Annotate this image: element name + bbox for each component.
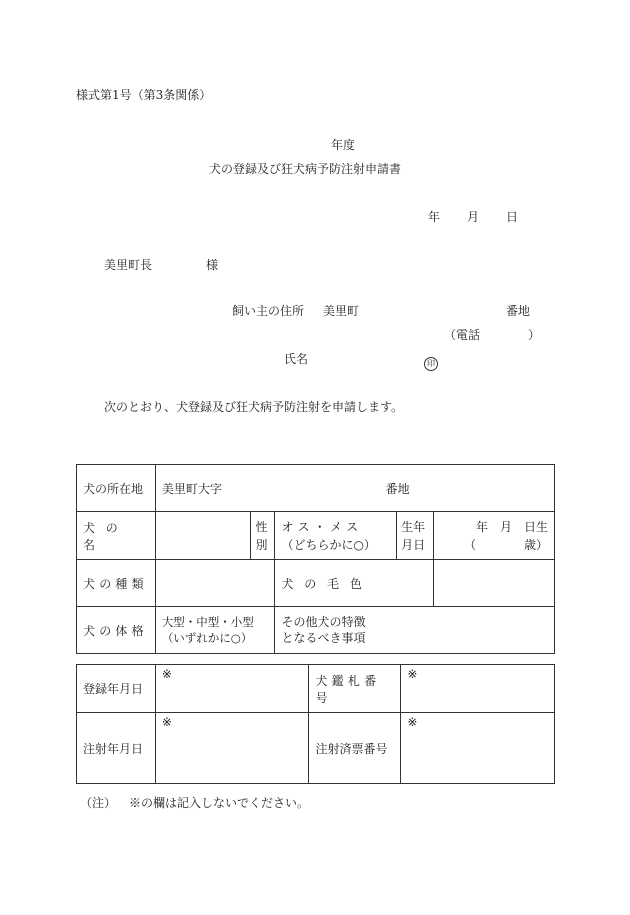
dog-location-banchi: 番地 xyxy=(385,481,410,496)
features-label-line2: となるべき事項 xyxy=(281,631,366,645)
certificate-number-field: ※ xyxy=(401,713,555,784)
seal-character: 印 xyxy=(424,357,438,371)
address-town: 美里町 xyxy=(323,304,360,318)
injection-date-field: ※ xyxy=(155,713,309,784)
form-number: 様式第1号（第3条関係） xyxy=(76,88,212,102)
tag-number-field: ※ xyxy=(401,665,555,713)
applicant-name-label: 氏名 xyxy=(284,352,309,366)
coat-label: 犬の毛色 xyxy=(275,560,434,607)
table-row xyxy=(77,607,555,654)
date-year-label: 年 xyxy=(428,210,441,224)
note-prefix: （注） xyxy=(80,796,117,810)
recipient-honorific: 様 xyxy=(206,258,219,272)
date-day-label: 日 xyxy=(506,210,519,224)
address-banchi: 番地 xyxy=(506,304,531,318)
size-note: （いずれかに○） xyxy=(161,631,253,645)
table-row xyxy=(77,465,555,512)
dog-location-field[interactable] xyxy=(155,465,554,512)
fiscal-year-label: 年度 xyxy=(331,138,356,152)
sex-label xyxy=(251,512,275,560)
sex-field[interactable] xyxy=(275,512,397,560)
certificate-number-label: 注射済票番号 xyxy=(309,713,401,784)
office-use-table xyxy=(76,664,555,784)
birth-label-line1: 生年 xyxy=(401,519,426,534)
birth-value: 年 月 日生 xyxy=(475,519,548,534)
birth-label xyxy=(397,512,434,560)
breed-label: 犬の種類 xyxy=(77,560,156,607)
address-label: 飼い主の住所 xyxy=(232,304,305,318)
sex-label-line1: 性 xyxy=(255,519,268,534)
phone-open: （電話 xyxy=(444,328,481,342)
sex-options: オス・メス xyxy=(281,519,363,534)
features-field[interactable] xyxy=(275,607,555,654)
seal-mark-icon xyxy=(424,351,438,371)
birth-label-line2: 月日 xyxy=(401,537,426,552)
dog-info-table xyxy=(76,464,555,654)
table-row xyxy=(77,512,555,560)
table-row xyxy=(77,713,555,784)
recipient-name: 美里町長 xyxy=(104,258,153,272)
sex-label-line2: 別 xyxy=(255,537,268,552)
registration-date-field: ※ xyxy=(155,665,309,713)
size-options: 大型・中型・小型 xyxy=(161,615,254,629)
table-row xyxy=(77,665,555,713)
breed-field[interactable] xyxy=(155,560,275,607)
sex-note: （どちらかに○） xyxy=(281,537,376,552)
size-field[interactable] xyxy=(155,607,275,654)
application-statement: 次のとおり、犬登録及び狂犬病予防注射を申請します。 xyxy=(104,400,404,414)
date-month-label: 月 xyxy=(467,210,480,224)
tag-number-label: 犬鑑札番号 xyxy=(309,665,401,713)
birth-field[interactable] xyxy=(434,512,555,560)
size-label: 犬の体格 xyxy=(77,607,156,654)
dog-name-field[interactable] xyxy=(155,512,251,560)
injection-date-label: 注射年月日 xyxy=(77,713,156,784)
table-row xyxy=(77,560,555,607)
registration-date-label: 登録年月日 xyxy=(77,665,156,713)
document-title: 犬の登録及び狂犬病予防注射申請書 xyxy=(209,162,402,176)
note-text: ※の欄は記入しないでください。 xyxy=(129,796,310,810)
age-value: （ 歳） xyxy=(463,537,548,552)
coat-field[interactable] xyxy=(434,560,555,607)
features-label-line1: その他犬の特徴 xyxy=(281,615,366,629)
dog-location-prefix: 美里町大字 xyxy=(161,481,222,496)
dog-name-label: 犬の名 xyxy=(77,512,156,560)
dog-location-label: 犬の所在地 xyxy=(77,465,156,512)
phone-close: ） xyxy=(528,328,541,342)
